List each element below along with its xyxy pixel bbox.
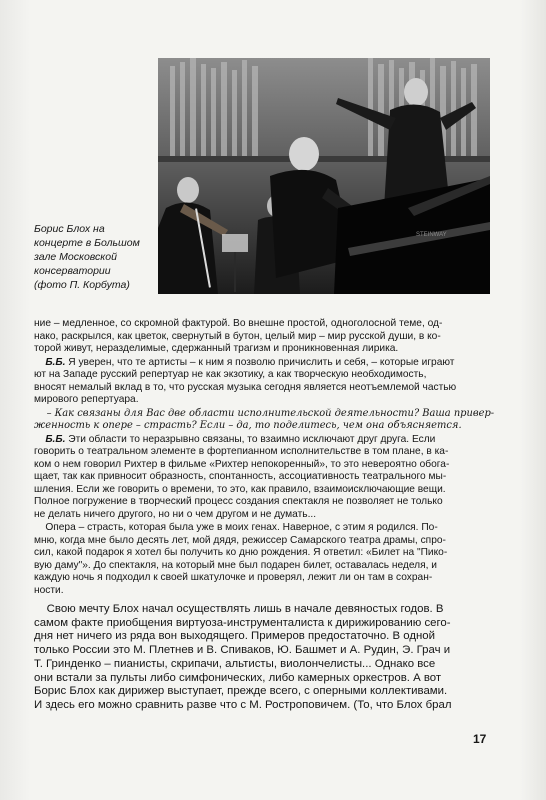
text-line: они встали за пульты либо симфонических, либо камерных оркестров. А вот [34,671,442,684]
text-run: Я уверен, что те артисты – к ним я позволю причислить и себя, – которые играют [65,356,455,368]
paragraph-5 [34,522,512,597]
text-line [34,357,512,370]
text-line: ют на Западе русский репертуар не как экзотику, а как творческую необходимость, [34,369,427,380]
caption-line: (фото П. Корбута) [34,279,130,291]
text-line: ком о нем говорил Рихтер в фильме «Рихтер непокоренный», то это невероятно обога- [34,458,450,470]
svg-text:STEINWAY: STEINWAY [416,232,447,238]
paragraph-3-question [34,408,512,433]
text-run: Эти области то неразрывно связаны, то взаимно исключают друг друга. Если [65,433,436,445]
text-line: Т. Гринденко – пианисты, скрипачи, альтисты, виолончелисты... Однако все [34,657,436,670]
text-line: каждую ночь я подходил к своей шкатулочке и проверял, лежит ли он там в сохран- [34,572,433,583]
text-run: Опера – страсть, которая была уже в моих генах. Наверное, с этим я родился. По- [45,522,438,533]
paragraph-6 [34,603,512,713]
text-line: ности. [34,584,64,596]
caption-line: концерте в Большом [34,237,140,249]
paragraph-4 [34,434,512,522]
text-line: не делать ничего другого, но ни о чем другом и не думать... [34,508,317,520]
text-line: сил, какой подарок я хотел бы получить ко дню рождения. Я ответил: «Билет на "Пико- [34,547,448,558]
text-line: Полное погружение в творческий процесс создания спектакля не позволяет не только [34,496,443,507]
text-line: женность к опере – страсть? Если – да, то поделитесь, чем она объясняется. [34,420,462,431]
text-line: только России это М. Плетнев и В. Спиваков, Ю. Башмет и А. Рудин, Э. Грач и [34,644,451,657]
text-line [34,522,512,535]
text-run: – Как связаны для Вас две области исполнительской деятельности? Ваша привер- [46,407,495,419]
photo-caption [34,222,154,292]
text-line: говорить о театральном элементе в фортепианном исполнительстве в том плане, в ка- [34,446,449,457]
text-line: щает, так как привносит образность, спонтанность, ассоциативность театрального мы- [34,471,447,482]
text-line: Борис Блох как дирижер выступает, прежде всего, с оперными коллективами. [34,685,448,698]
speaker-initials: Б.Б. [45,356,66,368]
caption-line: Борис Блох на [34,223,105,235]
text-line: шления. Если же говорить о времени, то это, как правило, взаимоисключающие вещи. [34,483,446,495]
text-line: вносят немалый вклад в то, что русская музыка сегодня является неотъемлемой частью [34,381,457,393]
text-line: мню, когда мне было десять лет, мой дядя, режиссер Самарского театра драмы, спро- [34,534,446,546]
caption-line: консерватории [34,265,111,277]
text-line: И здесь его можно сравнить разве что с М. Ростроповичем. (То, что Блох брал [34,698,452,711]
speaker-initials: Б.Б. [45,433,66,445]
text-line [34,603,512,617]
text-line: ние – медленное, со скромной фактурой. Во внешне простой, одноголосной теме, од- [34,318,443,329]
paragraph-2 [34,357,512,407]
text-run: Свою мечту Блох начал осуществлять лишь в начале девяностых годов. В [46,603,444,615]
text-line: самом факте приобщения виртуоза-инструменталиста к дирижированию сего- [34,616,451,629]
article-body [34,318,512,713]
caption-line: зале Московской [34,251,117,263]
concert-photo [158,58,490,294]
paragraph-1 [34,318,512,356]
text-line: мирового репертуара. [34,394,139,405]
page-number: 17 [473,732,487,746]
concert-photo-image [158,58,490,294]
text-line: вую даму"». До спектакля, на который мне был подарен билет, оставалась неделя, и [34,559,437,571]
text-line [34,434,512,447]
text-line: дня нет ничего из ряда вон выходящего. Примеров предостаточно. В одной [34,630,435,643]
text-line: нако, раскрылся, как цветок, свернутый в бутон, целый мир – мир русской души, в ко- [34,330,441,342]
text-line [34,408,512,421]
text-line: торой живут, неразделимые, сдержанный трагизм и проникновенная лирика. [34,343,399,354]
